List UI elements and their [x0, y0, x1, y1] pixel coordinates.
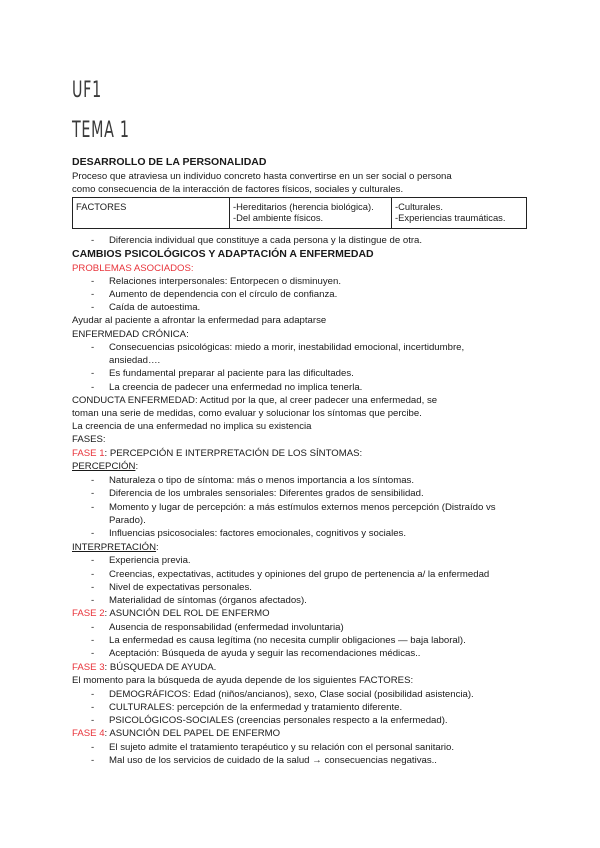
phase-title: : PERCEPCIÓN E INTERPRETACIÓN DE LOS SÍNTOMAS:	[104, 448, 363, 459]
list-item: Ausencia de responsabilidad (enfermedad involuntaria)	[109, 622, 344, 633]
bullet-dash: -	[91, 475, 95, 486]
factors-table	[72, 197, 527, 229]
list-item: CULTURALES: percepción de la enfermedad y tratamiento diferente.	[109, 702, 403, 713]
bullet-dash: -	[91, 622, 95, 633]
factors-hereditary-cell	[230, 198, 392, 229]
phase-heading	[72, 608, 270, 620]
bullet-dash: -	[91, 702, 95, 713]
problems-title: PROBLEMAS ASOCIADOS:	[72, 263, 194, 274]
bullet-dash: -	[91, 715, 95, 726]
phase-heading	[72, 728, 280, 740]
bullet-dash: -	[91, 289, 95, 300]
list-item: Materialidad de síntomas (órganos afectados).	[109, 595, 307, 606]
list-item: La enfermedad es causa legítima (no necesita cumplir obligaciones — baja laboral).	[109, 635, 466, 646]
interpretation-title: INTERPRETACIÓN	[72, 542, 157, 553]
chronic-title: ENFERMEDAD CRÓNICA:	[72, 329, 189, 340]
list-item: Mal uso de los servicios de cuidado de la salud → consecuencias negativas..	[109, 755, 437, 766]
list-item: Diferencia de los umbrales sensoriales: Diferentes grados de sensibilidad.	[109, 488, 424, 499]
factor-item: -Del ambiente físicos.	[233, 212, 324, 223]
list-item: Caída de autoestima.	[109, 302, 201, 313]
factor-item: -Experiencias traumáticas.	[395, 212, 506, 223]
bullet-dash: -	[91, 382, 95, 393]
bullet-dash: -	[91, 342, 95, 353]
bullet-dash: -	[91, 595, 95, 606]
colon: :	[135, 461, 139, 472]
phase-label: FASE 4	[72, 728, 105, 739]
bullet-dash: -	[91, 648, 95, 659]
phase-label: FASE 3	[72, 662, 105, 673]
subheading	[72, 461, 138, 473]
list-item: Es fundamental preparar al paciente para las dificultades.	[109, 368, 354, 379]
list-item: Naturaleza o tipo de síntoma: más o menos importancia a los síntomas.	[109, 475, 415, 486]
list-item: La creencia de padecer una enfermedad no implica tenerla.	[109, 382, 363, 393]
phase-title: : BÚSQUEDA DE AYUDA.	[104, 662, 217, 673]
bullet-dash: -	[91, 528, 95, 539]
list-item-continuation: ansiedad….	[109, 355, 161, 366]
paragraph: El momento para la búsqueda de ayuda depende de los siguientes FACTORES:	[72, 675, 414, 686]
list-item: Creencias, expectativas, actitudes y opiniones del grupo de pertenencia a/ la enfermedad	[109, 569, 490, 580]
definition-line: como consecuencia de la interacción de factores físicos, sociales y culturales.	[72, 184, 404, 195]
list-item: Diferencia individual que constituye a cada persona y la distingue de otra.	[109, 235, 423, 246]
paragraph: La creencia de una enfermedad no implica su existencia	[72, 421, 312, 432]
bullet-dash: -	[91, 235, 95, 246]
section-title-psych-changes: CAMBIOS PSICOLÓGICOS Y ADAPTACIÓN A ENFERMEDAD	[72, 248, 374, 260]
bullet-dash: -	[91, 502, 95, 513]
factor-item: -Culturales.	[395, 201, 443, 212]
phase-title: : ASUNCIÓN DEL PAPEL DE ENFERMO	[104, 728, 281, 739]
list-item-continuation: Parado).	[109, 515, 146, 526]
list-item: DEMOGRÁFICOS: Edad (niños/ancianos), sexo, Clase social (posibilidad asistencia).	[109, 689, 474, 700]
factors-cultural-cell	[392, 198, 527, 229]
bullet-dash: -	[91, 488, 95, 499]
bullet-dash: -	[91, 368, 95, 379]
list-item: Momento y lugar de percepción: a más estímulos externos menos percepción (Distraído vs	[109, 502, 496, 513]
bullet-dash: -	[91, 742, 95, 753]
factors-label: FACTORES	[76, 201, 127, 212]
list-item: El sujeto admite el tratamiento terapéutico y su relación con el personal sanitario.	[109, 742, 455, 753]
definition-line: Proceso que atraviesa un individuo concreto hasta convertirse en un ser social o persona	[72, 171, 452, 182]
list-item: Consecuencias psicológicas: miedo a morir, inestabilidad emocional, incertidumbre,	[109, 342, 465, 353]
subheading	[72, 542, 159, 554]
perception-title: PERCEPCIÓN	[72, 461, 136, 472]
bullet-dash: -	[91, 635, 95, 646]
phases-title: FASES:	[72, 434, 106, 445]
list-item: Nivel de expectativas personales.	[109, 582, 252, 593]
colon: :	[156, 542, 159, 553]
paragraph: Ayudar al paciente a afrontar la enfermedad para adaptarse	[72, 315, 327, 326]
bullet-dash: -	[91, 582, 95, 593]
phase-heading	[72, 662, 216, 674]
bullet-dash: -	[91, 755, 95, 766]
unit-heading: UF1	[72, 78, 102, 103]
paragraph: CONDUCTA ENFERMEDAD: Actitud por la que, al creer padecer una enfermedad, se	[72, 395, 438, 406]
list-item: Influencias psicosociales: factores emocionales, cognitivos y sociales.	[109, 528, 407, 539]
list-item: Aceptación: Búsqueda de ayuda y seguir las recomendaciones médicas..	[109, 648, 421, 659]
bullet-dash: -	[91, 555, 95, 566]
paragraph: toman una serie de medidas, como evaluar y solucionar los síntomas que percibe.	[72, 408, 422, 419]
factors-header-cell	[73, 198, 230, 229]
bullet-dash: -	[91, 689, 95, 700]
list-item: Relaciones interpersonales: Entorpecen o disminuyen.	[109, 276, 341, 287]
section-title-personality: DESARROLLO DE LA PERSONALIDAD	[72, 156, 267, 168]
phase-title: : ASUNCIÓN DEL ROL DE ENFERMO	[104, 608, 270, 619]
list-item: Aumento de dependencia con el círculo de confianza.	[109, 289, 338, 300]
factor-item: -Hereditarios (herencia biológica).	[233, 201, 374, 212]
topic-heading: TEMA 1	[72, 118, 130, 143]
phase-label: FASE 1	[72, 448, 105, 459]
list-item: PSICOLÓGICOS-SOCIALES (creencias personales respecto a la enfermedad).	[109, 715, 448, 726]
phase-heading	[72, 448, 362, 460]
list-item: Experiencia previa.	[109, 555, 191, 566]
bullet-dash: -	[91, 276, 95, 287]
bullet-dash: -	[91, 569, 95, 580]
bullet-dash: -	[91, 302, 95, 313]
phase-label: FASE 2	[72, 608, 105, 619]
